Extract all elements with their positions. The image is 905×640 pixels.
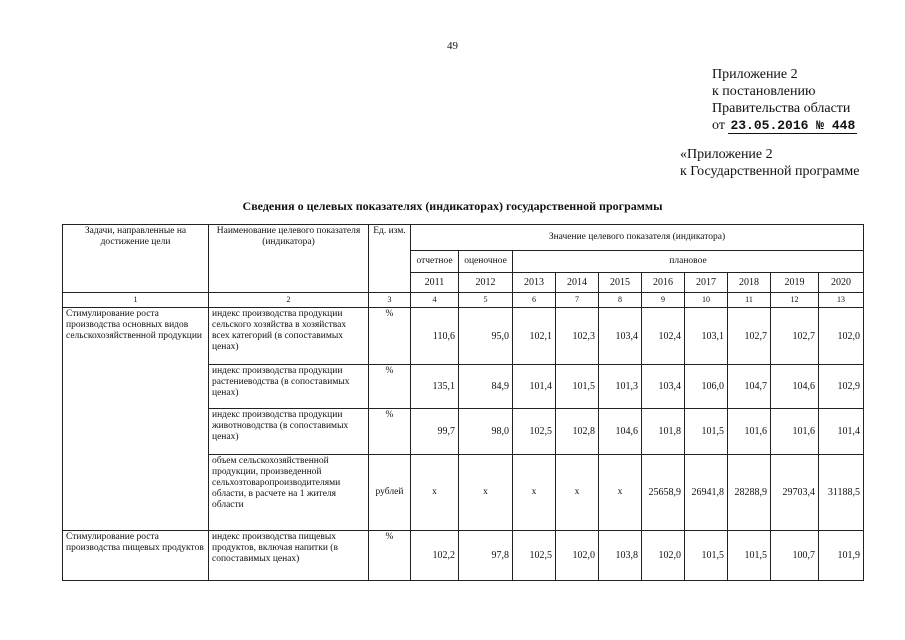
value-cell: 101,5 [685, 531, 728, 581]
value-cell: 100,7 [771, 531, 819, 581]
value-cell: 104,6 [771, 365, 819, 409]
value-cell: 104,7 [728, 365, 771, 409]
task-cell: Стимулирование роста производства пищевых продуктов [63, 531, 209, 581]
unit-cell: % [369, 409, 411, 455]
value-cell: 102,9 [819, 365, 864, 409]
appendix-line: Приложение 2 [712, 67, 798, 82]
value-cell: 106,0 [685, 365, 728, 409]
header-year: 2017 [685, 273, 728, 293]
value-cell: x [459, 455, 513, 531]
value-cell: x [411, 455, 459, 531]
value-cell: 102,1 [513, 308, 556, 365]
header-planned: плановое [513, 251, 864, 273]
value-cell: 84,9 [459, 365, 513, 409]
value-cell: 101,5 [556, 365, 599, 409]
value-cell: 29703,4 [771, 455, 819, 531]
value-cell: 110,6 [411, 308, 459, 365]
value-cell: 103,8 [599, 531, 642, 581]
task-cell: Стимулирование роста производства основных видов сельскохозяйственной продукции [63, 308, 209, 531]
indicator-cell: объем сельскохозяйственной продукции, произведенной сельхозтоваропроизводителями области, в расчете на 1 жителя области [209, 455, 369, 531]
header-year: 2011 [411, 273, 459, 293]
value-cell: 103,4 [599, 308, 642, 365]
value-cell: 25658,9 [642, 455, 685, 531]
header-estimated: оценочное [459, 251, 513, 273]
value-cell: 102,0 [642, 531, 685, 581]
value-cell: 101,6 [728, 409, 771, 455]
value-cell: 101,5 [685, 409, 728, 455]
header-tasks: Задачи, направленные на достижение цели [63, 225, 209, 293]
appendix-date [712, 117, 857, 134]
header-indicator: Наименование целевого показателя (индикатора) [209, 225, 369, 293]
value-cell: 97,8 [459, 531, 513, 581]
value-cell: 98,0 [459, 409, 513, 455]
document-title: Сведения о целевых показателях (индикаторах) государственной программы [242, 199, 663, 213]
indicators-table [62, 224, 864, 581]
value-cell: 31188,5 [819, 455, 864, 531]
column-index: 10 [685, 293, 728, 308]
column-index: 11 [728, 293, 771, 308]
column-index: 1 [63, 293, 209, 308]
value-cell: 104,6 [599, 409, 642, 455]
column-index: 12 [771, 293, 819, 308]
unit-cell: рублей [369, 455, 411, 531]
value-cell: 102,7 [771, 308, 819, 365]
header-year: 2012 [459, 273, 513, 293]
header-year: 2020 [819, 273, 864, 293]
value-cell: 101,9 [819, 531, 864, 581]
value-cell: 102,2 [411, 531, 459, 581]
unit-cell: % [369, 308, 411, 365]
value-cell: 102,5 [513, 409, 556, 455]
indicator-cell: индекс производства продукции сельского хозяйства в хозяйствах всех категорий (в сопоставимых ценах) [209, 308, 369, 365]
value-cell: 101,4 [819, 409, 864, 455]
value-cell: 102,5 [513, 531, 556, 581]
header-year: 2018 [728, 273, 771, 293]
column-index: 7 [556, 293, 599, 308]
table-row [63, 531, 864, 581]
appendix-block [712, 66, 857, 134]
program-appendix-block [680, 146, 859, 180]
value-cell: 101,5 [728, 531, 771, 581]
column-index: 3 [369, 293, 411, 308]
header-year: 2013 [513, 273, 556, 293]
column-index: 5 [459, 293, 513, 308]
column-index: 8 [599, 293, 642, 308]
indicator-cell: индекс производства пищевых продуктов, включая напитки (в сопоставимых ценах) [209, 531, 369, 581]
value-cell: 102,8 [556, 409, 599, 455]
value-cell: 26941,8 [685, 455, 728, 531]
column-index: 2 [209, 293, 369, 308]
value-cell: 95,0 [459, 308, 513, 365]
header-reported: отчетное [411, 251, 459, 273]
value-cell: 102,0 [556, 531, 599, 581]
program-appendix-line: «Приложение 2 [680, 147, 773, 162]
column-index: 6 [513, 293, 556, 308]
date-stamp: 23.05.2016 № 448 [730, 118, 856, 133]
value-cell: 101,6 [771, 409, 819, 455]
unit-cell: % [369, 531, 411, 581]
value-cell: x [599, 455, 642, 531]
header-year: 2019 [771, 273, 819, 293]
indicator-cell: индекс производства продукции растениеводства (в сопоставимых ценах) [209, 365, 369, 409]
value-cell: x [513, 455, 556, 531]
table-row [63, 308, 864, 365]
value-cell: 102,0 [819, 308, 864, 365]
column-index: 9 [642, 293, 685, 308]
value-cell: x [556, 455, 599, 531]
program-appendix-line: к Государственной программе [680, 164, 860, 179]
value-cell: 103,1 [685, 308, 728, 365]
indicator-cell: индекс производства продукции животноводства (в сопоставимых ценах) [209, 409, 369, 455]
value-cell: 99,7 [411, 409, 459, 455]
value-cell: 102,4 [642, 308, 685, 365]
header-unit: Ед. изм. [369, 225, 411, 293]
value-cell: 135,1 [411, 365, 459, 409]
unit-cell: % [369, 365, 411, 409]
value-cell: 28288,9 [728, 455, 771, 531]
appendix-line: к постановлению [712, 84, 816, 99]
appendix-line: Правительства области [712, 101, 851, 116]
date-prefix: от [712, 118, 725, 133]
header-value: Значение целевого показателя (индикатора) [411, 225, 864, 251]
header-year: 2016 [642, 273, 685, 293]
column-index: 4 [411, 293, 459, 308]
page-number: 49 [447, 40, 458, 52]
header-year: 2015 [599, 273, 642, 293]
value-cell: 101,4 [513, 365, 556, 409]
value-cell: 102,3 [556, 308, 599, 365]
value-cell: 101,3 [599, 365, 642, 409]
value-cell: 103,4 [642, 365, 685, 409]
header-year: 2014 [556, 273, 599, 293]
value-cell: 102,7 [728, 308, 771, 365]
column-index: 13 [819, 293, 864, 308]
value-cell: 101,8 [642, 409, 685, 455]
